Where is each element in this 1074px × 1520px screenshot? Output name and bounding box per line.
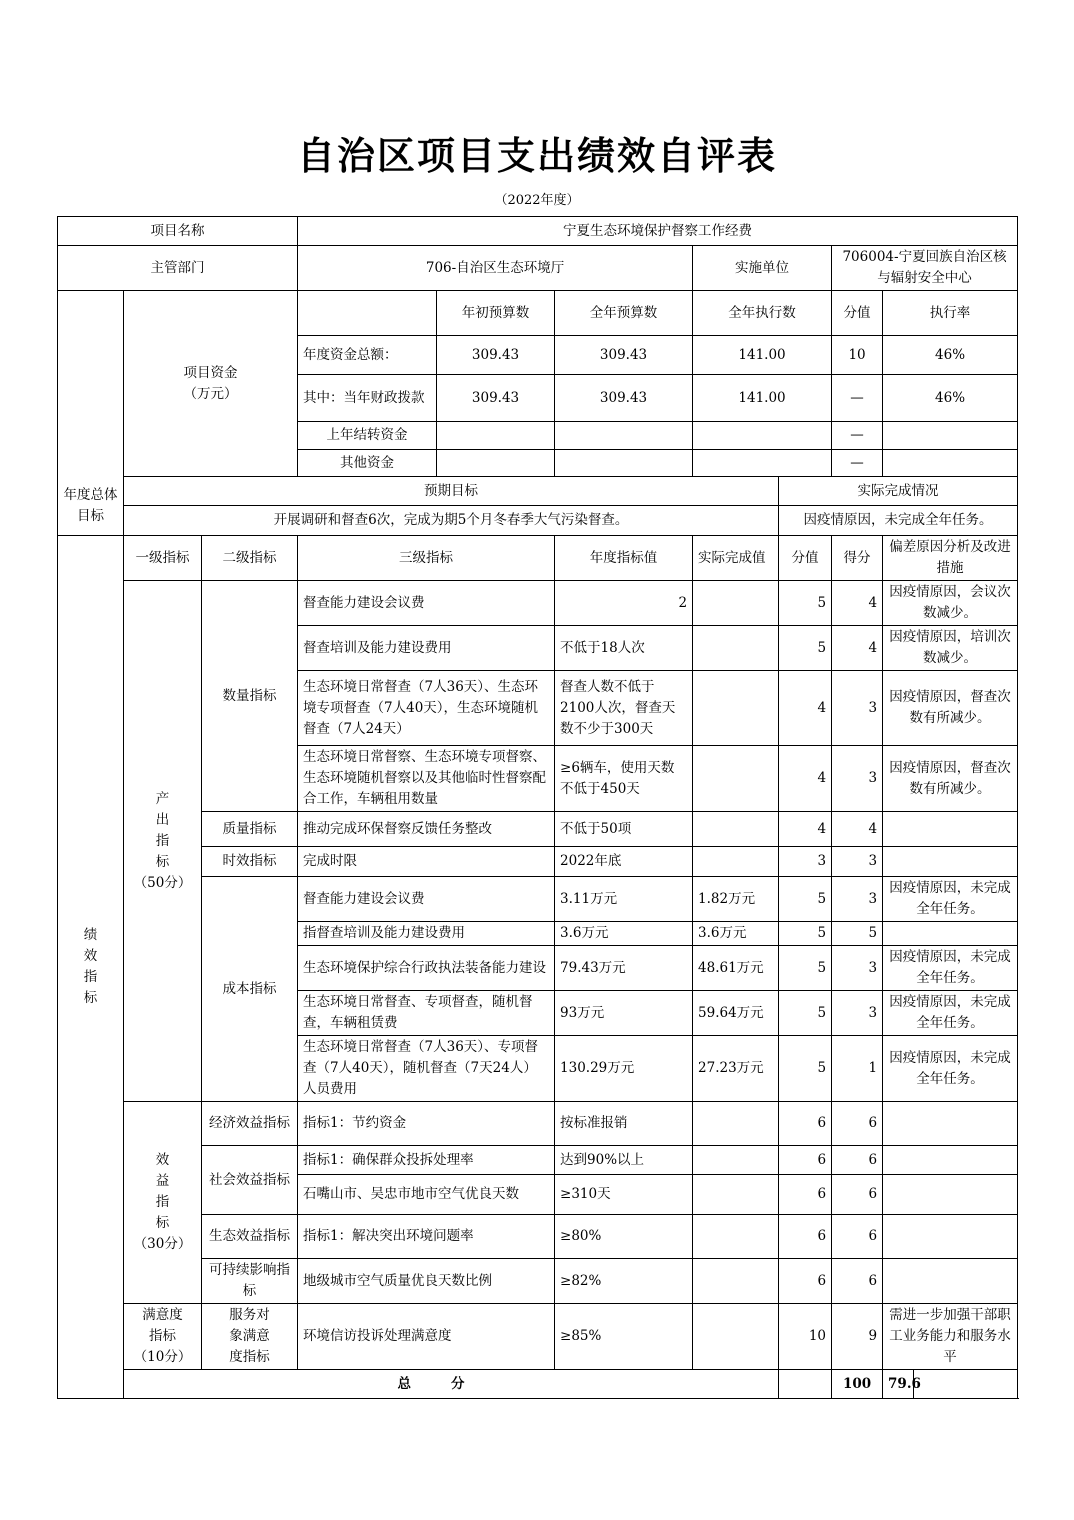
total-deviation-blank [914, 1370, 1018, 1399]
perf-row-target: 达到90%以上 [555, 1146, 693, 1175]
funds-row-score-value: — [832, 450, 883, 477]
group-social: 社会效益指标 [202, 1146, 298, 1215]
funds-header-blank [298, 291, 437, 336]
perf-row-target: 2022年底 [555, 847, 693, 877]
output-label-text: 产出指标 [155, 790, 170, 870]
perf-header-deviation: 偏差原因分析及改进措施 [883, 536, 1018, 581]
perf-header-level1: 一级指标 [124, 536, 202, 581]
perf-row-score: 6 [832, 1175, 883, 1215]
group-timeliness: 时效指标 [202, 847, 298, 877]
perf-row-target: 不低于50项 [555, 812, 693, 847]
perf-row-score-value: 10 [779, 1304, 832, 1370]
perf-row-deviation [883, 922, 1018, 946]
funds-row-score-value: — [832, 422, 883, 450]
perf-row-name: 督查能力建设会议费 [298, 581, 555, 626]
perf-row-target: 3.6万元 [555, 922, 693, 946]
perf-row-target: ≥6辆车，使用天数不低于450天 [555, 746, 693, 812]
perf-row-target: 2 [555, 581, 693, 626]
project-name-label: 项目名称 [58, 217, 298, 246]
group-ecological: 生态效益指标 [202, 1215, 298, 1259]
perf-row-deviation: 因疫情原因，督查次数有所减少。 [883, 746, 1018, 812]
perf-row-score: 6 [832, 1146, 883, 1175]
funds-header-score-value: 分值 [832, 291, 883, 336]
row-total [58, 1370, 1018, 1399]
perf-row-target: 3.11万元 [555, 877, 693, 922]
perf-row-target: 93万元 [555, 991, 693, 1036]
perf-row-score: 3 [832, 746, 883, 812]
funds-row-executed: 141.00 [693, 336, 832, 375]
perf-row [58, 812, 1018, 847]
impl-value: 706004-宁夏回族自治区核与辐射安全中心 [832, 246, 1018, 291]
perf-row-score-value: 5 [779, 626, 832, 671]
total-score-value: 100 [832, 1370, 883, 1399]
perf-row-deviation [883, 1175, 1018, 1215]
perf-row-target: 督查人数不低于2100人次，督查天数不少于300天 [555, 671, 693, 746]
funds-row-annual: 309.43 [555, 336, 693, 375]
perf-row-score-value: 6 [779, 1146, 832, 1175]
perf-row-deviation [883, 1102, 1018, 1146]
perf-row-target: ≥80% [555, 1215, 693, 1259]
project-name-value: 宁夏生态环境保护督察工作经费 [298, 217, 1018, 246]
perf-header-target: 年度指标值 [555, 536, 693, 581]
perf-row [58, 847, 1018, 877]
group-quality: 质量指标 [202, 812, 298, 847]
funds-row-executed [693, 450, 832, 477]
funds-header-rate: 执行率 [883, 291, 1018, 336]
funds-row-rate [883, 450, 1018, 477]
perf-row-actual: 27.23万元 [693, 1036, 779, 1102]
perf-row-actual [693, 1146, 779, 1175]
perf-row-actual [693, 812, 779, 847]
perf-header-score-value: 分值 [779, 536, 832, 581]
funds-label [124, 291, 298, 477]
perf-row-deviation: 因疫情原因，会议次数减少。 [883, 581, 1018, 626]
perf-row-name: 石嘴山市、吴忠市地市空气优良天数 [298, 1175, 555, 1215]
funds-row-annual [555, 450, 693, 477]
perf-header-level2: 二级指标 [202, 536, 298, 581]
perf-row-name: 指标1：确保群众投拆处理率 [298, 1146, 555, 1175]
satisfaction-label-text: 满意度指标 [142, 1307, 183, 1344]
dept-label: 主管部门 [58, 246, 298, 291]
group-quantity: 数量指标 [202, 581, 298, 812]
benefit-label-text: 效益指标 [155, 1152, 170, 1231]
perf-row-target: 130.29万元 [555, 1036, 693, 1102]
funds-label-line1: 项目资金 [183, 364, 238, 381]
perf-header-score: 得分 [832, 536, 883, 581]
impl-label: 实施单位 [693, 246, 832, 291]
group-sustainable: 可持续影响指标 [202, 1259, 298, 1304]
performance-table [57, 216, 1018, 1399]
perf-row-score-value: 6 [779, 1259, 832, 1304]
perf-row-actual: 1.82万元 [693, 877, 779, 922]
perf-row-name: 推动完成环保督察反馈任务整改 [298, 812, 555, 847]
perf-row-actual [693, 1304, 779, 1370]
perf-row-score: 9 [832, 1304, 883, 1370]
goal-expected: 开展调研和督查6次，完成为期5个月冬春季大气污染督查。 [124, 506, 779, 536]
perf-row [58, 581, 1018, 626]
perf-row-actual [693, 847, 779, 877]
perf-row-target: 不低于18人次 [555, 626, 693, 671]
perf-row-score-value: 4 [779, 671, 832, 746]
perf-row-score: 6 [832, 1102, 883, 1146]
perf-header-actual: 实际完成值 [693, 536, 779, 581]
perf-row-deviation: 需进一步加强干部职工业务能力和服务水平 [883, 1304, 1018, 1370]
group-service-text: 服务对象满意度指标 [229, 1307, 270, 1365]
perf-row-actual: 3.6万元 [693, 922, 779, 946]
perf-row-name: 环境信访投诉处理满意度 [298, 1304, 555, 1370]
funds-row-annual [555, 422, 693, 450]
perf-row-name: 督查培训及能力建设费用 [298, 626, 555, 671]
perf-row-name: 生态环境日常督查（7人36天）、专项督查（7人40天），随机督查（7天24人）人员费用 [298, 1036, 555, 1102]
perf-row-score: 6 [832, 1259, 883, 1304]
funds-row-score-value: 10 [832, 336, 883, 375]
perf-row-score: 3 [832, 671, 883, 746]
benefit-score-text: （30分） [133, 1236, 192, 1252]
funds-row-executed: 141.00 [693, 375, 832, 422]
perf-row-score-value: 5 [779, 581, 832, 626]
perf-row [58, 877, 1018, 922]
perf-row-score-value: 4 [779, 746, 832, 812]
row-goal-header [58, 477, 1018, 506]
perf-row-actual: 48.61万元 [693, 946, 779, 991]
perf-row-score-value: 5 [779, 877, 832, 922]
funds-label-line2: （万元） [183, 385, 238, 402]
perf-row-score: 4 [832, 626, 883, 671]
funds-row-name: 上年结转资金 [298, 422, 437, 450]
perf-row-actual [693, 581, 779, 626]
row-project-name [58, 217, 1018, 246]
group-service [202, 1304, 298, 1370]
perf-row-score: 6 [832, 1215, 883, 1259]
perf-row-actual [693, 671, 779, 746]
perf-row-name: 生态环境保护综合行政执法装备能力建设 [298, 946, 555, 991]
perf-row-deviation: 因疫情原因，未完成全年任务。 [883, 1036, 1018, 1102]
perf-row-name: 生态环境日常督查（7人36天）、生态环境专项督查（7人40天），生态环境随机督查（7人24天） [298, 671, 555, 746]
group-economic: 经济效益指标 [202, 1102, 298, 1146]
perf-row-actual [693, 1259, 779, 1304]
perf-row-score-value: 6 [779, 1175, 832, 1215]
perf-row-deviation: 因疫情原因，督查次数有所减少。 [883, 671, 1018, 746]
perf-row-deviation [883, 812, 1018, 847]
perf-row-target: 79.43万元 [555, 946, 693, 991]
perf-header-level3: 三级指标 [298, 536, 555, 581]
benefit-indicator-label [124, 1102, 202, 1304]
row-department [58, 246, 1018, 291]
perf-row-name: 完成时限 [298, 847, 555, 877]
perf-row-target: ≥310天 [555, 1175, 693, 1215]
total-label: 总分 [124, 1370, 779, 1399]
total-score: 79.6 [883, 1370, 914, 1399]
perf-row-score-value: 6 [779, 1102, 832, 1146]
goal-label: 年度总体目标 [58, 477, 124, 536]
perf-row-score-value: 5 [779, 991, 832, 1036]
satisfaction-indicator-label [124, 1304, 202, 1370]
funds-row-rate [883, 422, 1018, 450]
perf-row-deviation [883, 1146, 1018, 1175]
perf-row-score-value: 3 [779, 847, 832, 877]
document-year: （2022年度） [494, 193, 580, 208]
funds-side-blank [58, 291, 124, 477]
perf-row [58, 1102, 1018, 1146]
perf-row-target: ≥82% [555, 1259, 693, 1304]
funds-row-name: 年度资金总额： [298, 336, 437, 375]
perf-row [58, 1259, 1018, 1304]
output-score-text: （50分） [133, 874, 192, 891]
perf-row-deviation: 因疫情原因，未完成全年任务。 [883, 946, 1018, 991]
perf-row-name: 地级城市空气质量优良天数比例 [298, 1259, 555, 1304]
total-blank [779, 1370, 832, 1399]
perf-row-actual [693, 1102, 779, 1146]
funds-row-executed [693, 422, 832, 450]
perf-row-deviation [883, 1215, 1018, 1259]
funds-row-initial: 309.43 [437, 375, 555, 422]
perf-row-score-value: 5 [779, 922, 832, 946]
perf-row-actual: 59.64万元 [693, 991, 779, 1036]
funds-row-rate: 46% [883, 375, 1018, 422]
perf-row-score-value: 6 [779, 1215, 832, 1259]
funds-header-executed: 全年执行数 [693, 291, 832, 336]
group-cost: 成本指标 [202, 877, 298, 1102]
perf-row-score: 3 [832, 991, 883, 1036]
funds-header-annual: 全年预算数 [555, 291, 693, 336]
funds-row-initial [437, 450, 555, 477]
funds-row-rate: 46% [883, 336, 1018, 375]
perf-row-deviation [883, 1259, 1018, 1304]
perf-row-score-value: 5 [779, 946, 832, 991]
perf-row-name: 生态环境日常督查、专项督查，随机督查，车辆租赁费 [298, 991, 555, 1036]
perf-row-name: 指督查培训及能力建设费用 [298, 922, 555, 946]
perf-row-score: 3 [832, 946, 883, 991]
perf-row [58, 1146, 1018, 1175]
row-perf-header [58, 536, 1018, 581]
perf-row-deviation [883, 847, 1018, 877]
funds-row-name: 其他资金 [298, 450, 437, 477]
goal-expected-label: 预期目标 [124, 477, 779, 506]
document-title: 自治区项目支出绩效自评表 [296, 133, 777, 178]
perf-row-score: 3 [832, 877, 883, 922]
perf-row-name: 生态环境日常督察、生态环境专项督察、生态环境随机督察以及其他临时性督察配合工作，车辆租用数量 [298, 746, 555, 812]
perf-row-deviation: 因疫情原因，未完成全年任务。 [883, 877, 1018, 922]
funds-row-score-value: — [832, 375, 883, 422]
perf-label-text: 绩效指标 [83, 927, 98, 1006]
perf-row-actual [693, 746, 779, 812]
row-funds-header [58, 291, 1018, 336]
perf-row-deviation: 因疫情原因，未完成全年任务。 [883, 991, 1018, 1036]
perf-row-actual [693, 626, 779, 671]
perf-row-actual [693, 1175, 779, 1215]
goal-actual: 因疫情原因，未完成全年任务。 [779, 506, 1018, 536]
perf-row-score: 4 [832, 581, 883, 626]
perf-row-score: 5 [832, 922, 883, 946]
perf-row-actual [693, 1215, 779, 1259]
dept-value: 706-自治区生态环境厅 [298, 246, 693, 291]
perf-row-target: ≥85% [555, 1304, 693, 1370]
perf-row-score-value: 4 [779, 812, 832, 847]
perf-row-score: 3 [832, 847, 883, 877]
row-goal-content [58, 506, 1018, 536]
perf-row-score: 4 [832, 812, 883, 847]
perf-label [58, 536, 124, 1399]
perf-row-name: 督查能力建设会议费 [298, 877, 555, 922]
funds-row-initial: 309.43 [437, 336, 555, 375]
perf-row-name: 指标1：解决突出环境问题率 [298, 1215, 555, 1259]
output-indicator-label [124, 581, 202, 1102]
perf-row-score: 1 [832, 1036, 883, 1102]
funds-row-annual: 309.43 [555, 375, 693, 422]
perf-row-target: 按标准报销 [555, 1102, 693, 1146]
perf-row [58, 1304, 1018, 1370]
funds-row-initial [437, 422, 555, 450]
perf-row [58, 1215, 1018, 1259]
perf-row-name: 指标1：节约资金 [298, 1102, 555, 1146]
perf-row-deviation: 因疫情原因，培训次数减少。 [883, 626, 1018, 671]
funds-header-initial: 年初预算数 [437, 291, 555, 336]
funds-row-name: 其中：当年财政拨款 [298, 375, 437, 422]
perf-row-score-value: 5 [779, 1036, 832, 1102]
goal-actual-label: 实际完成情况 [779, 477, 1018, 506]
satisfaction-score-text: （10分） [133, 1349, 192, 1365]
